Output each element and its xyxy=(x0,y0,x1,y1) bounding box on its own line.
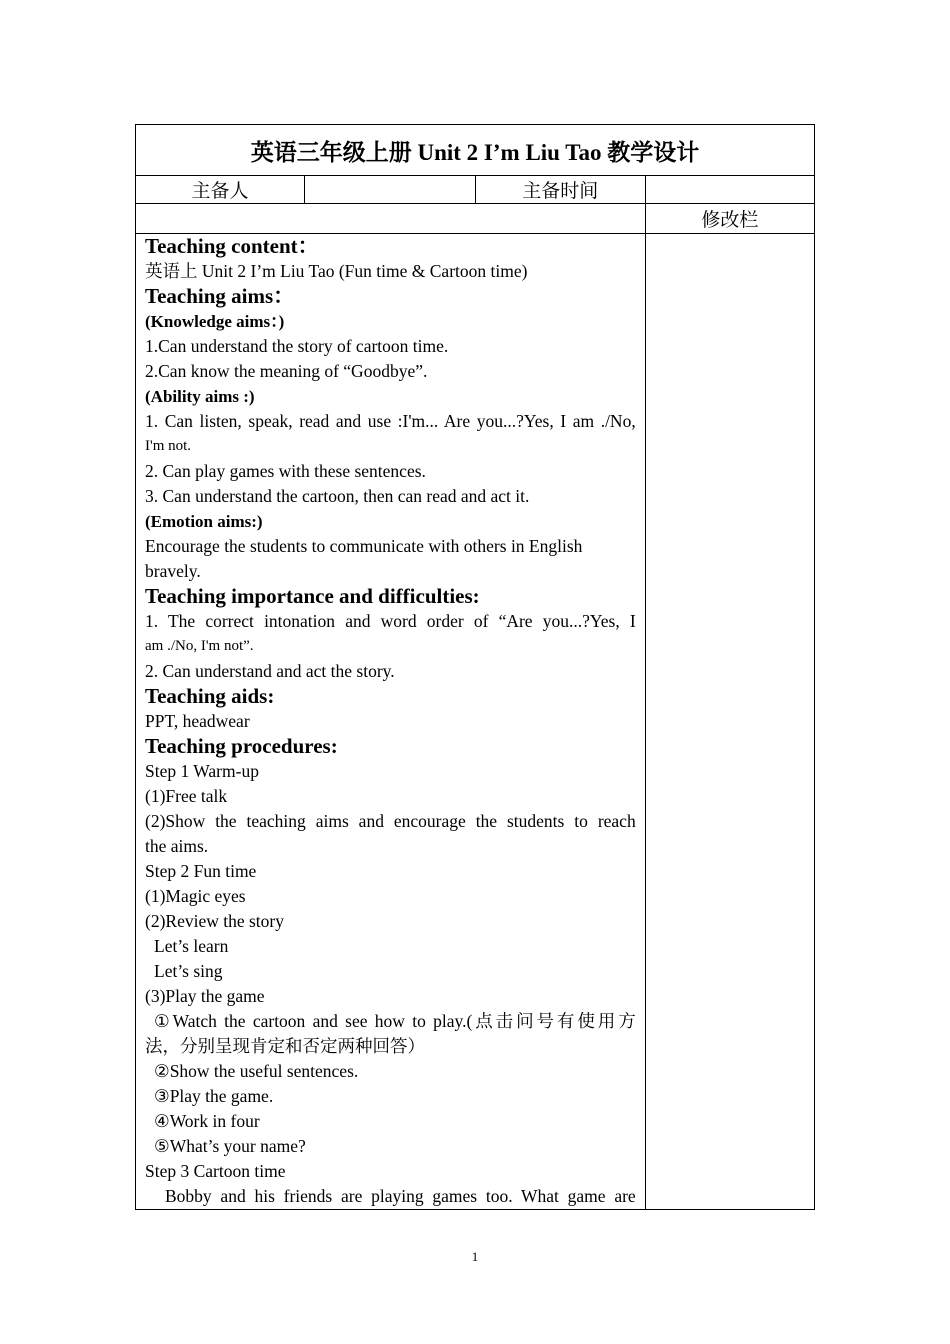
revision-column xyxy=(645,234,814,1210)
content-line: (Ability aims :) xyxy=(145,387,255,406)
content-line: 2.Can know the meaning of “Goodbye”. xyxy=(145,361,428,381)
page-number: 1 xyxy=(471,1249,479,1264)
lesson-plan-table xyxy=(135,124,815,1210)
content-line: Step 1 Warm-up xyxy=(145,761,259,781)
content-line: Encourage the students to communicate with others in English xyxy=(145,536,583,556)
content-line: Teaching procedures: xyxy=(145,734,338,758)
content-line: ⑤What’s your name? xyxy=(154,1136,306,1156)
content-line: 2. Can play games with these sentences. xyxy=(145,461,426,481)
revision-label: 修改栏 xyxy=(645,204,814,234)
content-line: Teaching aids: xyxy=(145,684,275,708)
content-line: (Knowledge aims：) xyxy=(145,312,285,331)
content-line: 英语上 Unit 2 I’m Liu Tao (Fun time & Cartoon time) xyxy=(145,261,528,281)
content-line: Teaching content： xyxy=(145,234,319,258)
content-line: ④Work in four xyxy=(154,1111,260,1131)
preparer-value xyxy=(304,176,475,204)
content-line: bravely. xyxy=(145,561,201,581)
content-line: ②Show the useful sentences. xyxy=(154,1061,359,1081)
content-line: I'm not. xyxy=(145,438,192,454)
prep-time-value xyxy=(645,176,814,204)
content-line: 1.Can understand the story of cartoon time. xyxy=(145,336,449,356)
teaching-content-cell xyxy=(136,234,646,1210)
content-line: Bobby and his friends are playing games too. What game are xyxy=(165,1186,636,1206)
content-line: the aims. xyxy=(145,836,209,856)
content-line: ③Play the game. xyxy=(154,1086,274,1106)
content-line: 2. Can understand and act the story. xyxy=(145,661,395,681)
content-line: 1. The correct intonation and word order of “Are you...?Yes, I xyxy=(145,611,636,631)
content-line: (Emotion aims:) xyxy=(145,512,263,531)
revision-header-spacer xyxy=(136,204,646,234)
content-line: 1. Can listen, speak, read and use :I'm... Are you...?Yes, I am ./No, xyxy=(145,411,636,431)
content-line: (2)Show the teaching aims and encourage the students to reach xyxy=(145,811,636,831)
content-line: (2)Review the story xyxy=(145,911,284,931)
content-line: am ./No, I'm not”. xyxy=(145,638,254,654)
content-line: (1)Magic eyes xyxy=(145,886,246,906)
content-line: (1)Free talk xyxy=(145,786,228,806)
preparer-label: 主备人 xyxy=(136,176,305,204)
content-line: PPT, headwear xyxy=(145,711,250,731)
content-line: Teaching importance and difficulties: xyxy=(145,584,480,608)
content-line: 法，分别呈现肯定和否定两种回答） xyxy=(145,1036,425,1056)
content-line: Step 2 Fun time xyxy=(145,861,257,881)
prep-time-label: 主备时间 xyxy=(475,176,645,204)
document-title: 英语三年级上册 Unit 2 I’m Liu Tao 教学设计 xyxy=(136,125,815,176)
content-line: Let’s learn xyxy=(154,936,229,956)
teaching-content-lines xyxy=(145,234,636,1209)
content-line: Teaching aims： xyxy=(145,284,295,308)
content-line: 3. Can understand the cartoon, then can read and act it. xyxy=(145,486,530,506)
content-line: ①Watch the cartoon and see how to play.(点击问号有使用方 xyxy=(154,1011,636,1031)
content-line: Let’s sing xyxy=(154,961,223,981)
content-line: (3)Play the game xyxy=(145,986,265,1006)
content-line: Step 3 Cartoon time xyxy=(145,1161,286,1181)
